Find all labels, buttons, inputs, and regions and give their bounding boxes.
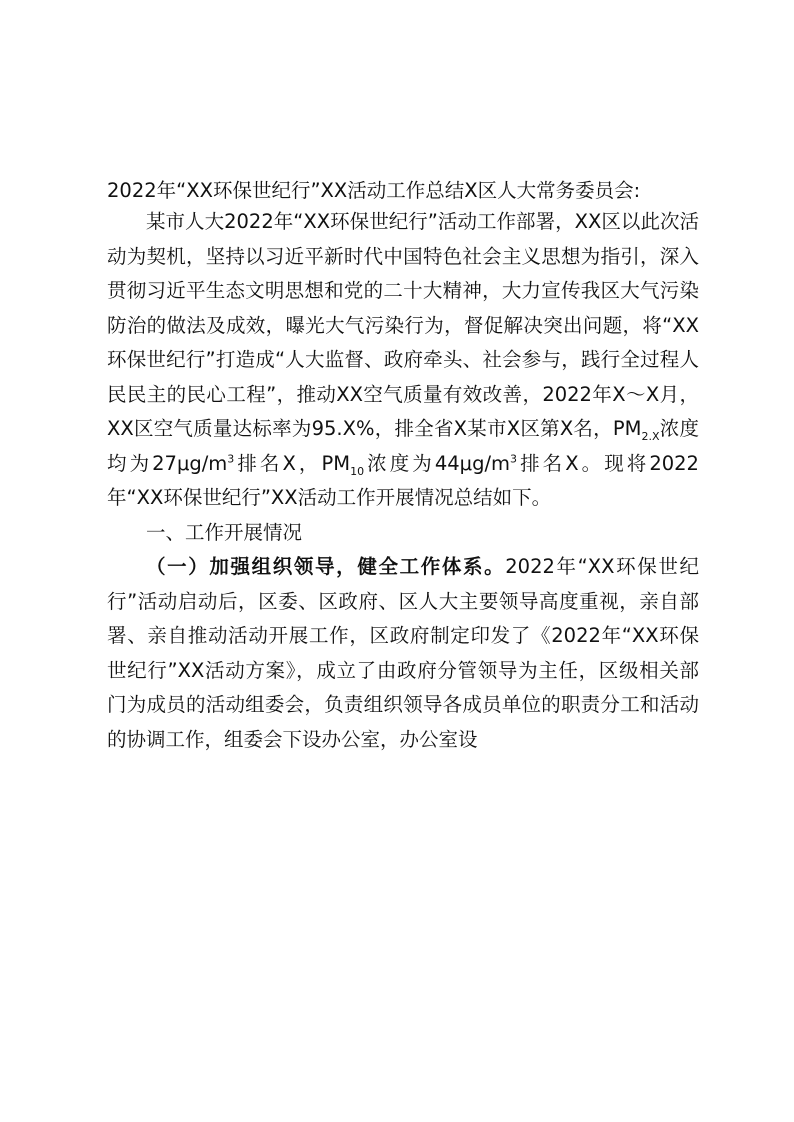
intro-text-e: 排名X。现将2022年“XX环保世纪行”XX活动工作开展情况总结如下。 xyxy=(107,451,699,509)
intro-paragraph xyxy=(107,205,699,516)
organization-paragraph xyxy=(107,550,699,757)
intro-text-c: 排名X，PM xyxy=(234,451,351,475)
intro-text-d: 浓度为44μg/m xyxy=(364,451,511,475)
document-title: 2022年“XX环保世纪行”XX活动工作总结X区人大常务委员会: xyxy=(107,179,641,202)
intro-text-b: 浓度均为27μg/m xyxy=(107,417,699,475)
organization-text: 2022年“XX环保世纪行”活动启动后，区委、区政府、区人大主要领导高度重视，亲自部署、亲自推动活动开展工作，区政府制定印发了《2022年“XX环保世纪行”XX活动方案》，成立了由政府分管领导为主任，区级相关部门为成员的活动组委会，负责组织领导各成员单位的职责分工和活动的协调工作，组委会下设办公室，办公室设 xyxy=(107,555,699,751)
pm10-subscript: 10 xyxy=(350,464,365,478)
pm25-subscript: 2.X xyxy=(641,429,660,443)
organization-lead: （一）加强组织领导，健全工作体系。 xyxy=(146,555,506,578)
document-body xyxy=(107,205,699,757)
intro-text-a: 某市人大2022年“XX环保世纪行”活动工作部署，XX区以此次活动为契机，坚持以习近平新时代中国特色社会主义思想为指引，深入贯彻习近平生态文明思想和党的二十大精神，大力宣传我区大气污染防治的做法及成效，曝光大气污染行为，督促解决突出问题，将“XX环保世纪行”打造成“人大监督、政府牵头、社会参与，践行全过程人民民主的民心工程”，推动XX空气质量有效改善，2022年X～X月，XX区空气质量达标率为95.X%，排全省X某市X区第X名，PM xyxy=(107,210,699,440)
cubic-superscript-2: 3 xyxy=(510,452,518,465)
cubic-superscript-1: 3 xyxy=(227,452,235,465)
section-heading: 一、工作开展情况 xyxy=(146,520,303,544)
